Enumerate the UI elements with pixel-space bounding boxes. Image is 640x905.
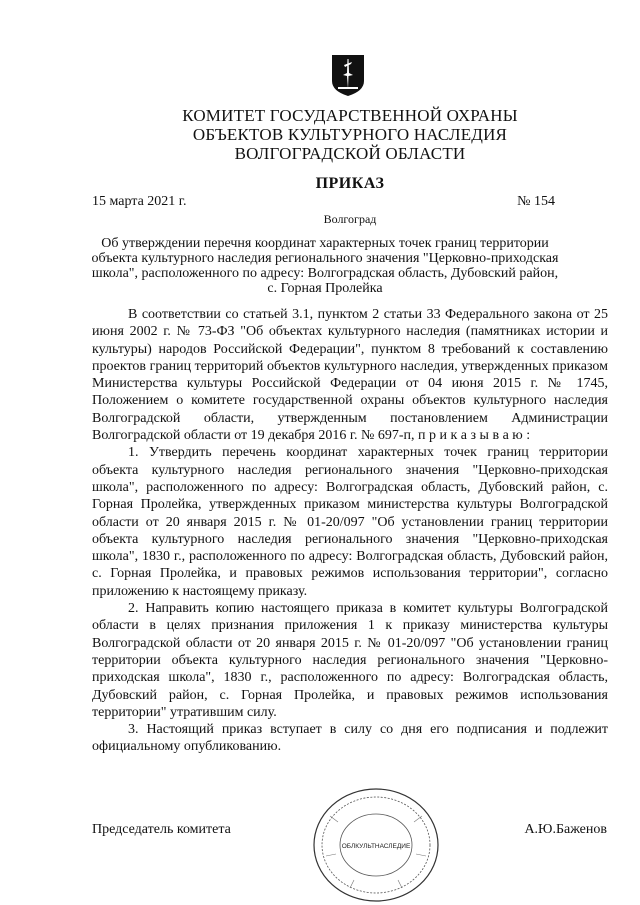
order-item-3: 3. Настоящий приказ вступает в силу со дня его подписания и подлежит официальному опубликованию. xyxy=(92,722,608,755)
order-date: 15 марта 2021 г. xyxy=(92,194,187,209)
subject-line: Об утверждении перечня координат характерных точек границ территории xyxy=(101,236,549,251)
coat-of-arms-icon xyxy=(330,53,366,97)
seal-text: ОБЛКУЛЬТНАСЛЕДИЕ xyxy=(341,843,411,850)
subject-line: с. Горная Пролейка xyxy=(267,281,383,296)
org-name-line3: ВОЛГОГРАДСКОЙ ОБЛАСТИ xyxy=(234,144,466,163)
org-name-line2: ОБЪЕКТОВ КУЛЬТУРНОГО НАСЛЕДИЯ xyxy=(192,125,508,144)
document-title: ПРИКАЗ xyxy=(315,175,385,192)
order-item-2: 2. Направить копию настоящего приказа в комитет культуры Волгоградской области в целях признания приложения 1 к приказу министерства культуры Волгоградской области от 20 января 2015 г. № 01-20/097 "Об установлении границ территории объекта культурного наследия регионального значения "Церковно-приходская школа", 1830 г., расположенного по адресу: Волгоградская область, Дубовский район, с. Горная Пролейка, и правовых режимов использования территории" утратившим силу. xyxy=(92,601,608,720)
order-number: № 154 xyxy=(517,194,555,209)
signer-position: Председатель комитета xyxy=(92,822,231,837)
order-item-1: 1. Утвердить перечень координат характерных точек границ территории объекта культурного наследия регионального значения "Церковно-приходская школа", расположенного по адресу: Волгоградская область, Дубовский район, с. Горная Пролейка, утвержденных приказом министерства культуры Волгоградской области от 20 января 2015 г. № 01-20/097 "Об установлении границ территории объекта культурного наследия регионального значения "Церковно-приходская школа", 1830 г., расположенного по адресу: Волгоградская область, Дубовский район, с. Горная Пролейка, и правовых режимов использования территории", согласно приложению к настоящему приказу. xyxy=(92,445,608,599)
org-name-line1: КОМИТЕТ ГОСУДАРСТВЕННОЙ ОХРАНЫ xyxy=(182,106,518,125)
signer-name: А.Ю.Баженов xyxy=(524,822,607,837)
order-body xyxy=(92,306,608,756)
subject-line: школа", расположенного по адресу: Волгоградская область, Дубовский район, xyxy=(91,266,559,281)
order-city: Волгоград xyxy=(323,212,377,226)
subject-line: объекта культурного наследия регионального значения "Церковно-приходская xyxy=(91,251,559,266)
preamble-paragraph: В соответствии со статьей 3.1, пунктом 2 статьи 33 Федерального закона от 25 июня 2002 г. № 73-ФЗ "Об объектах культурного наследия (памятниках истории и культуры) народов Российской Федерации", пунктом 8 требований к составлению проектов границ территорий объектов культурного наследия, утвержденных приказом Министерства культуры Российской Федерации от 04 июня 2015 г. № 1745, Положением о комитете государственной охраны объектов культурного наследия Волгоградской области, утвержденным постановлением Администрации Волгоградской области от 19 декабря 2016 г. № 697-п, п р и к а з ы в а ю : xyxy=(92,307,608,444)
official-seal-icon xyxy=(310,786,442,904)
order-subject xyxy=(90,236,560,296)
